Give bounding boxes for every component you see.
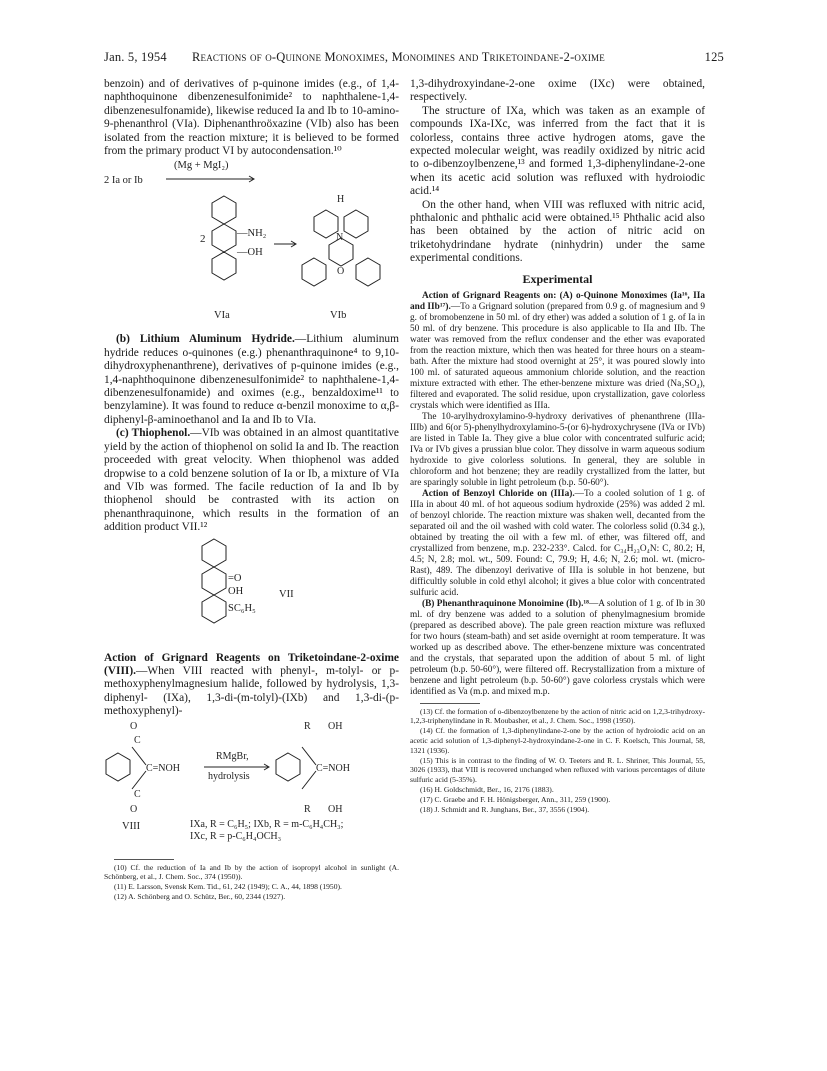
paragraph: benzoin) and of derivatives of p-quinone imides (e.g., of 1,4-naphthoquinone dibenzenesulfonimide² to naphthalene-1,4-dibenzenesulfonamide), likewise reduced Ia and Ib to 10-amino-9-phenanthrol (VIa). Diphenanthroöxazine (VIb) also has been isolated from the reaction mixture; it is believed to be formed from the primary product VI by autocondensation.¹⁰ xyxy=(104,78,399,158)
reagent-rmgbr: RMgBr, xyxy=(216,750,249,762)
paragraph-heading: Action of Grignard Reagents on: (A) o-Quinone Monoximes (Ia¹⁶, IIa and IIb¹⁷). xyxy=(410,290,705,312)
section-heading-text: Action of Grignard Reagents on Triketoindane-2-oxime (VIII). xyxy=(104,651,399,677)
vii-sc6h5: SC₆H₅ xyxy=(228,602,256,614)
viii-cnoh: C=NOH xyxy=(146,762,180,774)
paragraph xyxy=(104,333,399,427)
viii-c-top: C xyxy=(134,734,141,746)
label-viii: VIII xyxy=(122,820,141,832)
ix-definition-1: IXa, R = C₆H₅; IXb, R = m-C₆H₄CH₃; xyxy=(190,818,344,830)
paragraph-heading: (c) Thiophenol. xyxy=(116,427,191,440)
footnote: (14) Cf. the formation of 1,3-diphenylindane-2-one by the action of hydroiodic acid on an acetic acid solution of 1,3-diphenyl-2-hydroxyindane-2-one in C. F. Koelsch, This Journal, 58, 1321 (1936). xyxy=(410,726,705,755)
paragraph xyxy=(410,291,705,412)
ix-r-top: R xyxy=(304,720,311,732)
footnotes-left xyxy=(104,863,399,902)
footnote: (15) This is in contrast to the finding of W. O. Teeters and R. L. Shriner, This Journal, 55, 3026 (1933), that VIII is recovered unchanged when refluxed with various percentages of dilute sulfuric acid (5-35%). xyxy=(410,755,705,785)
scheme-reagent: (Mg + MgI₂) xyxy=(174,160,229,172)
paragraph-text: —VIb was obtained in an almost quantitative yield by the action of thiophenol on solid Ia and Ib. The reaction proceeded with great velocity. When thiophenol was added dropwise to a cold benzene solution of Ia or Ib, a mixture of VIa and VIb was formed. The facile reduction of Ia and Ib by thiophenol should be contrasted with its action on phenanthraquinone, which results in the formation of an addition product VII.¹² xyxy=(104,427,399,534)
paragraph-text: —To a cooled solution of 1 g. of IIIa in about 40 ml. of hot aqueous sodium hydroxide (25%) was added 2 ml. of benzoyl chloride. The reaction mixture was shaken well, decanted from the separated oil and the oil washed with cold water. The colorless solid (0.34 g.), obtained by treating the oil with a few ml. of ether, was filtered off, and crystallized from benzene, m.p. 232-233°. Calcd. for C₃₄H₂₃O₄N: C, 80.2; H, 4.5; N, 2.8; mol. wt., 509. Found: C, 79.9; H, 4.6; N, 2.6; mol. wt. (micro-Rast), 489. The dibenzoyl derivative of IIIa is soluble in hot benzene, but difficultly soluble in cold ethyl alcohol; it gives a blue color with concentrated sulfuric acid. xyxy=(410,488,705,598)
label-via: VIa xyxy=(214,310,230,322)
header-date: Jan. 5, 1954 xyxy=(104,50,167,64)
scheme-nh2: —NH₂ xyxy=(237,228,267,240)
experimental-heading: Experimental xyxy=(522,271,593,286)
right-column xyxy=(410,78,705,814)
scheme-o: O xyxy=(337,266,345,278)
left-column xyxy=(104,78,399,902)
scheme-n: N xyxy=(336,232,344,244)
paragraph-heading: (b) Lithium Aluminum Hydride. xyxy=(116,333,295,346)
ix-oh-top: OH xyxy=(328,720,343,732)
paragraph: The 10-arylhydroxylamino-9-hydroxy derivatives of phenanthrene (IIIa-IIIb) and 6(or 5)-phenylhydroxylamino-5-(or 6)-hydroxychrysene (IVa or IVb) are listed in Table Ia. They give a blue color with concentrated sulfuric acid; IVa or IVb gives a prussian blue color. They dissolve in warm aqueous sodium hydroxide to give colorless solutions. In general, they are soluble in chloroform and hot benzene; they are readily crystallized from the latter, but are sparingly soluble in light petroleum (b.p. 50-60°). xyxy=(410,411,705,488)
footnotes-right xyxy=(410,707,705,815)
paragraph xyxy=(104,427,399,534)
reagent-hydrolysis: hydrolysis xyxy=(208,770,250,782)
footnote: (11) E. Larsson, Svensk Kem. Tid., 61, 242 (1949); C. A., 44, 1898 (1950). xyxy=(114,882,342,892)
footnote-rule xyxy=(420,703,480,704)
scheme-viii-ix xyxy=(104,719,399,849)
paragraph xyxy=(410,489,705,599)
footnote-rule xyxy=(114,859,174,860)
scheme-vi-reduction xyxy=(104,158,399,328)
paragraph xyxy=(410,599,705,698)
paragraph-text: —A solution of 1 g. of Ib in 30 ml. of dry benzene was added to a solution of phenylmagnesium bromide (prepared as described above). The pale green reaction mixture was refluxed for two hours (steam-bath) and set aside overnight at room temperature. It was worked up as described above. The ether-benzene mixture was concentrated and the crystals, that separated upon the addition of about 5 ml. of light petroleum (b.p. 50-60°), were filtered off. Recrystallization from a mixture of benzene and light petroleum (b.p. 50-60°) gave colorless crystals which were identified as Va (m.p. and mixed m.p. xyxy=(410,598,705,697)
ix-definition-2: IXc, R = p-C₆H₄OCH₃ xyxy=(190,830,282,842)
scheme-vii xyxy=(104,535,399,645)
footnote: (18) J. Schmidt and R. Junghans, Ber., 37, 3556 (1904). xyxy=(420,804,590,814)
label-vii: VII xyxy=(279,588,294,600)
scheme-h: H xyxy=(337,194,345,206)
vii-oh: OH xyxy=(228,585,244,597)
ix-r-bot: R xyxy=(304,803,311,815)
footnote: (13) Cf. the formation of o-dibenzoylbenzene by the action of nitric acid on 1,2,3-trihydroxy-1,2,3-triphenylindane in R. Moubasher, et al., J. Chem. Soc., 1998 (1950). xyxy=(410,706,705,726)
paragraph-heading: (B) Phenanthraquinone Monoimine (Ib).¹⁸ xyxy=(422,598,589,609)
paragraph-text: —To a Grignard solution (prepared from 0.9 g. of magnesium and 9 g. of bromobenzene in 50 ml. of dry ether) was added a solution of 1 g. of Ia in 50 ml. of dry benzene. This procedure is also applicable to IIa and IIb. The water was removed from the reflux condenser and the ether was evaporated from the reaction mixture, which then was heated for three hours on a steam-bath. After the mixture had stood overnight at 25°, it was poured slowly into 100 ml. of saturated aqueous ammonium chloride solution, and the reaction mixture extracted with ether. The ether-benzene mixture was dried (Na₂SO₄), filtered and evaporated. The solid residue, upon crystallization, gave colorless crystals which were identified as IIIa. xyxy=(410,301,705,411)
section-heading-grignard xyxy=(104,652,399,719)
viii-o-bot: O xyxy=(130,803,138,815)
paragraph: The structure of IXa, which was taken as an example of compounds IXa-IXc, was inferred from the fact that it is colorless, contains three active hydrogen atoms, gave the expected molecular weight, was readily oxidized by nitric acid to o-dibenzoylbenzene,¹³ and formed 1,3-diphenylindane-2-one when its acetic acid solution was refluxed with hydroiodic acid.¹⁴ xyxy=(410,104,705,198)
label-vib: VIb xyxy=(330,310,347,322)
paragraph-heading: Action of Benzoyl Chloride on (IIIa). xyxy=(422,488,575,499)
ix-oh-bot: OH xyxy=(328,803,343,815)
footnote: (10) Cf. the reduction of Ia and Ib by the action of isopropyl alcohol in sunlight (A. Schönberg, et al., J. Chem. Soc., 374 (1950)). xyxy=(104,862,399,882)
scheme-start: 2 Ia or Ib xyxy=(104,175,143,187)
footnote: (16) H. Goldschmidt, Ber., 16, 2176 (1883). xyxy=(420,785,554,795)
footnote: (17) C. Graebe and F. H. Hönigsberger, Ann., 311, 259 (1900). xyxy=(420,794,611,804)
paragraph: On the other hand, when VIII was refluxed with nitric acid, phthalonic and phthalic acid were obtained.¹⁵ Phthalic acid also has been obtained by the action of nitric acid on triketohydrindane hydrate (ninhydrin) under the same experimental conditions. xyxy=(410,198,705,265)
scheme-coef: 2 xyxy=(200,233,206,246)
ix-cnoh: C=NOH xyxy=(316,762,350,774)
running-header xyxy=(104,50,724,66)
header-title: Reactions of o-Quinone Monoximes, Monoimines and Triketoindane-2-oxime xyxy=(192,50,605,64)
paragraph-text: —When VIII reacted with phenyl-, m-tolyl- or p-methoxyphenylmagnesium halide, followed by hydrolysis, 1,3-diphenyl- (IXa), 1,3-di-(m-tolyl)-(IXb) and 1,3-di-(p-methoxyphenyl)- xyxy=(104,664,399,718)
paragraph: 1,3-dihydroxyindane-2-one oxime (IXc) were obtained, respectively. xyxy=(410,78,705,104)
scheme-oh: —OH xyxy=(237,247,263,259)
vii-oxo: =O xyxy=(228,572,242,584)
page-number: 125 xyxy=(704,50,724,64)
viii-o-top: O xyxy=(130,720,138,732)
viii-c-bot: C xyxy=(134,788,141,800)
paragraph-text: —Lithium aluminum hydride reduces o-quinones (e.g.) phenanthraquinone⁴ to 9,10-dihydroxyphenanthrene), derivatives of p-quinone imides (e.g., 1,4-naphthoquinone dibenzenesulfonimide² to naphthalene-1,4-dibenzenesulfonamide) and oximes (e.g., benzaldoxime¹¹ to benzylamine). It was found to reduce α-benzil monoxime to α,β-diphenyl-β-aminoethanol and Ia and Ib to VIa. xyxy=(104,333,399,426)
footnote: (12) A. Schönberg and O. Schütz, Ber., 60, 2344 (1927). xyxy=(114,891,286,901)
